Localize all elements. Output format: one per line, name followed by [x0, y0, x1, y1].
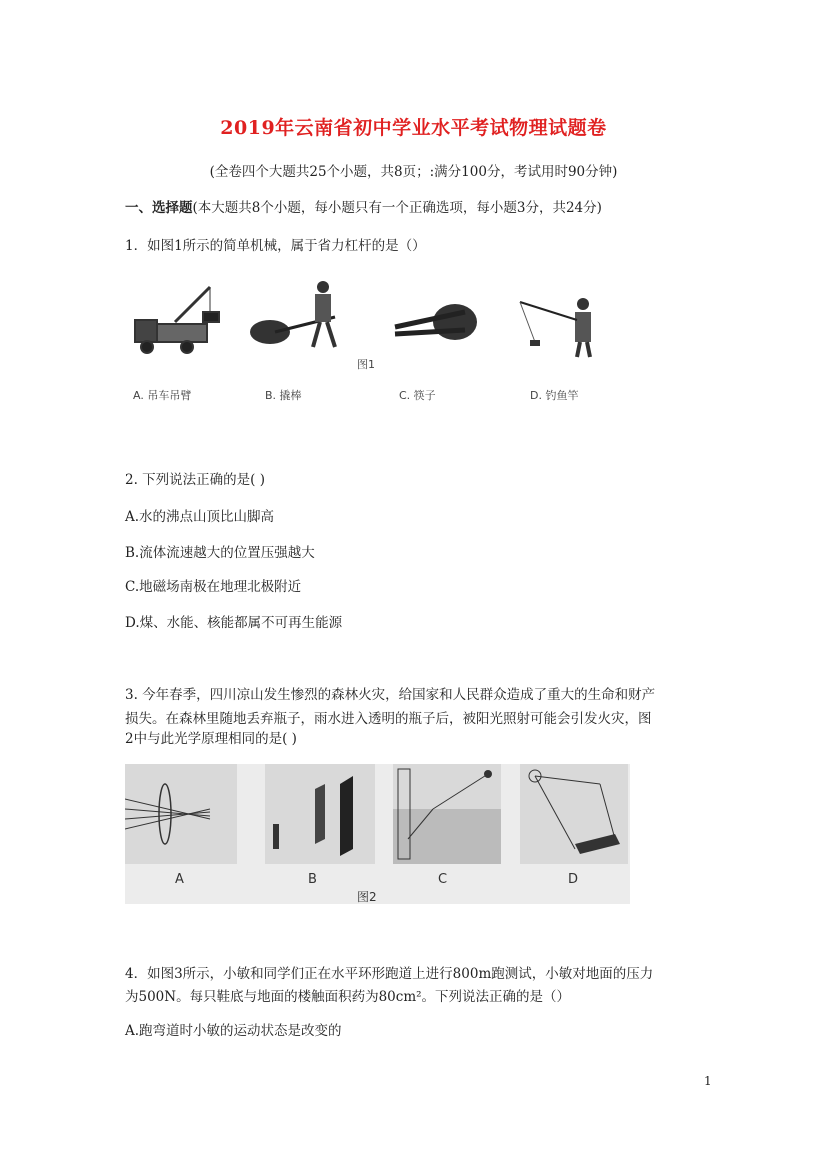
q1-option-b: B. 撬棒	[265, 389, 302, 402]
q2-option-d: D.煤、水能、核能都属不可再生能源	[125, 615, 343, 631]
q2-option-a: A.水的沸点山顶比山脚高	[125, 509, 275, 525]
q1-option-a: A. 吊车吊臂	[133, 389, 192, 402]
section-heading-line	[125, 196, 602, 216]
exam-note: (全卷四个大题共25个小题，共8页；:满分100分，考试用时90分钟)	[209, 164, 618, 180]
question-4-line-2: 为500N。每只鞋底与地面的楼触面积药为80cm²。下列说法正确的是（）	[125, 989, 571, 1005]
page-number: 1	[704, 1074, 712, 1088]
crane-truck-image	[135, 287, 219, 353]
figure-2-label-c: C	[438, 872, 448, 887]
page-title: 2019年云南省初中学业水平考试物理试题卷	[220, 117, 607, 139]
chopsticks-image	[395, 304, 477, 340]
question-3-line-1: 3. 今年春季，四川凉山发生惨烈的森林火灾，给国家和人民群众造成了重大的生命和财产	[125, 687, 656, 703]
figure-2	[125, 764, 630, 904]
q2-option-c: C.地磁场南极在地理北极附近	[125, 579, 302, 595]
figure-2-label-d: D	[568, 872, 579, 887]
figure-2-caption: 图2	[357, 890, 377, 904]
figure-1	[125, 272, 625, 407]
figure-2-panel-c	[393, 764, 501, 864]
question-3-line-2: 损失。在森林里随地丢弃瓶子，雨水进入透明的瓶子后，被阳光照射可能会引发火灾，图	[125, 711, 652, 727]
q1-option-d: D. 钓鱼竿	[530, 389, 579, 402]
refraction-diagram	[393, 764, 501, 864]
question-4-line-1: 4．如图3所示，小敏和同学们正在水平环形跑道上进行800m跑测试，小敏对地面的压力	[125, 966, 654, 982]
figure-2-panel-b	[265, 764, 375, 864]
question-2-stem: 2. 下列说法正确的是( )	[125, 472, 265, 488]
q4-option-a: A.跑弯道时小敏的运动状态是改变的	[125, 1023, 342, 1039]
fishing-rod-image	[520, 298, 591, 357]
figure-2-panel-d	[520, 764, 628, 864]
section-description: (本大题共8个小题，每小题只有一个正确选项，每小题3分，共24分)	[192, 200, 602, 216]
pinhole-diagram	[265, 764, 375, 864]
q2-option-b: B.流体流速越大的位置压强越大	[125, 545, 315, 561]
figure-2-label-b: B	[308, 872, 317, 887]
question-1-stem: 1．如图1所示的简单机械，属于省力杠杆的是（）	[125, 238, 426, 254]
figure-2-label-a: A	[175, 872, 184, 887]
figure-2-panel-a	[125, 764, 237, 864]
lens-diagram	[125, 764, 237, 864]
figure-1-caption: 图1	[357, 358, 375, 371]
reflection-diagram	[520, 764, 628, 864]
question-3-line-3: 2中与此光学原理相同的是( )	[125, 731, 297, 747]
section-heading: 一、选择题	[125, 200, 193, 216]
q1-option-c: C. 筷子	[399, 389, 436, 402]
crowbar-person-image	[250, 281, 335, 347]
